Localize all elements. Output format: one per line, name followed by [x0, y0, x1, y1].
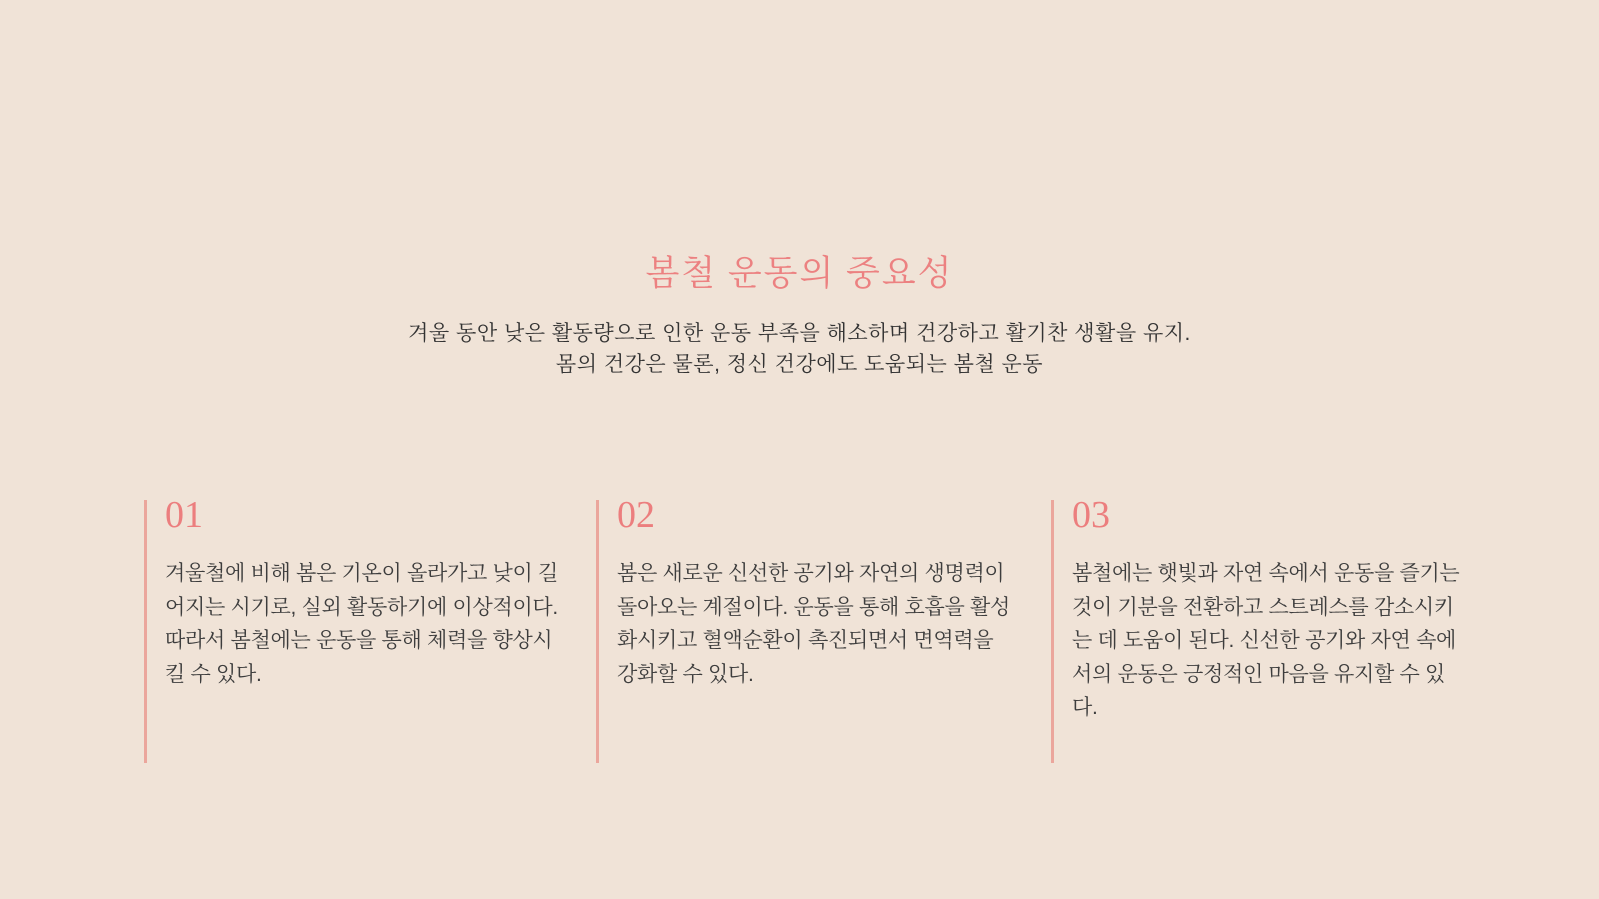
card-02-number: 02 — [617, 494, 655, 536]
card-01-number: 01 — [165, 494, 203, 536]
card-02 — [596, 496, 1013, 764]
card-02-accent-line — [596, 500, 599, 763]
card-01-text: 겨울철에 비해 봄은 기온이 올라가고 낮이 길어지는 시기로, 실외 활동하기에 이상적이다. 따라서 봄철에는 운동을 통해 체력을 향상시킬 수 있다. — [165, 562, 558, 686]
subtitle-line-1: 겨울 동안 낮은 활동량으로 인한 운동 부족을 해소하며 건강하고 활기찬 생활을 유지. — [408, 322, 1191, 345]
slide-title: 봄철 운동의 중요성 — [645, 254, 954, 293]
card-01-accent-line — [144, 500, 147, 763]
slide-subtitle — [0, 318, 1599, 380]
card-01 — [144, 496, 561, 764]
card-03-number: 03 — [1072, 494, 1110, 536]
card-03-accent-line — [1051, 500, 1054, 763]
subtitle-line-2: 몸의 건강은 물론, 정신 건강에도 도움되는 봄철 운동 — [555, 353, 1044, 376]
card-03 — [1051, 496, 1468, 764]
card-02-text: 봄은 새로운 신선한 공기와 자연의 생명력이 돌아오는 계절이다. 운동을 통해 호흡을 활성화시키고 혈액순환이 촉진되면서 면역력을 강화할 수 있다. — [617, 562, 1010, 686]
card-03-text: 봄철에는 햇빛과 자연 속에서 운동을 즐기는 것이 기분을 전환하고 스트레스를 감소시키는 데 도움이 된다. 신선한 공기와 자연 속에서의 운동은 긍정적인 마음을 유지할 수 있다. — [1072, 562, 1460, 719]
